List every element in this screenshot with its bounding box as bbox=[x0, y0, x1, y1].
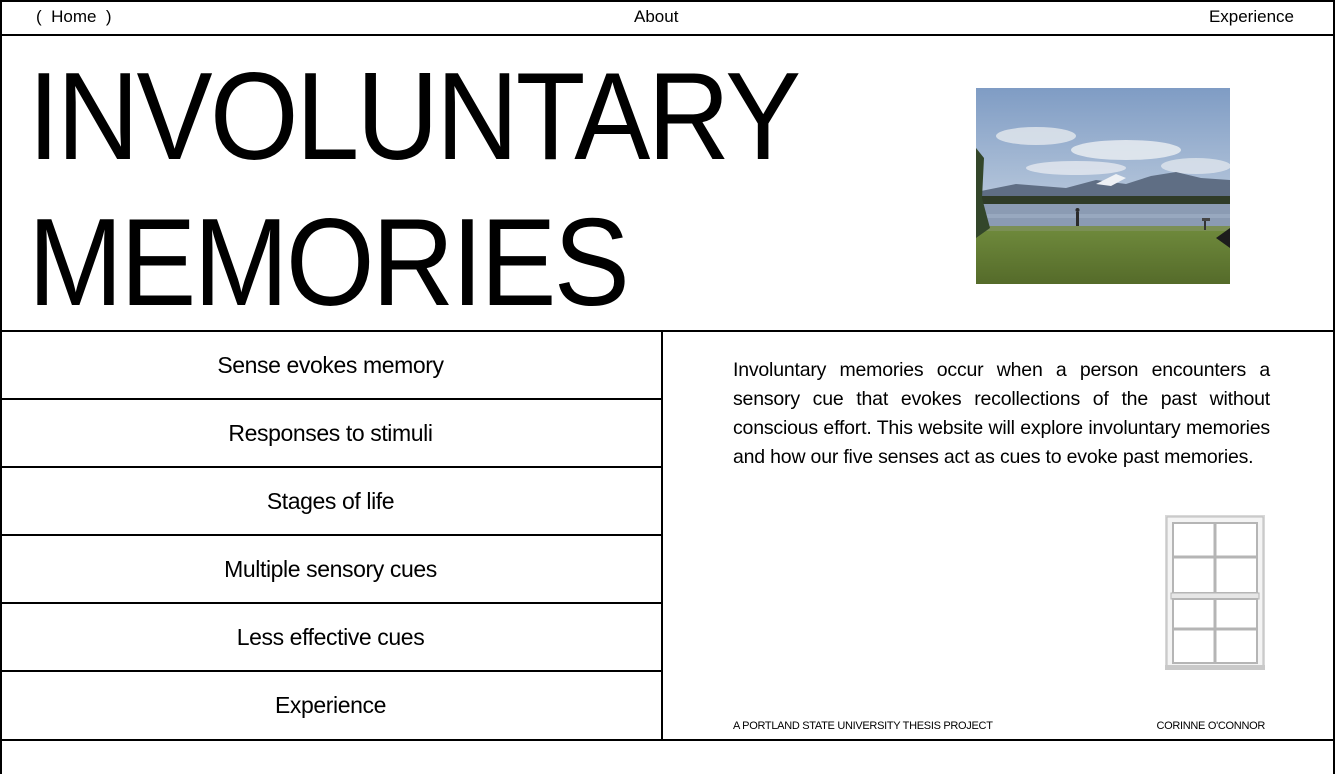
menu-item-stages-of-life[interactable]: Stages of life bbox=[0, 468, 661, 536]
page-title bbox=[28, 44, 798, 336]
section-menu bbox=[0, 332, 663, 741]
thesis-credit: A PORTLAND STATE UNIVERSITY THESIS PROJECT bbox=[733, 720, 993, 732]
menu-item-experience[interactable]: Experience bbox=[0, 672, 661, 741]
footer-strip bbox=[0, 739, 1335, 774]
author-credit: CORINNE O'CONNOR bbox=[1156, 720, 1265, 732]
menu-item-responses-to-stimuli[interactable]: Responses to stimuli bbox=[0, 400, 661, 468]
menu-item-sense-evokes-memory[interactable]: Sense evokes memory bbox=[0, 332, 661, 400]
page-title-line-1: INVOLUNTARY bbox=[28, 48, 799, 186]
intro-paragraph: Involuntary memories occur when a person encounters a sensory cue that evokes recollections of the past without conscious effort. This website will explore involuntary memories and how our five senses act as cues to evoke past memories. bbox=[733, 359, 1270, 468]
menu-item-less-effective-cues[interactable]: Less effective cues bbox=[0, 604, 661, 672]
page-title-line-2: MEMORIES bbox=[28, 194, 628, 332]
hero-section bbox=[0, 36, 1335, 332]
top-navigation bbox=[0, 0, 1335, 36]
window-image bbox=[1165, 515, 1265, 670]
intro-panel bbox=[663, 332, 1335, 741]
nav-experience-link[interactable]: Experience bbox=[1208, 7, 1294, 26]
nav-about-link[interactable]: About bbox=[634, 7, 679, 26]
lake-mountain-photo bbox=[976, 88, 1230, 284]
nav-home-link[interactable]: ( Home ) bbox=[36, 7, 112, 26]
menu-item-multiple-sensory-cues[interactable]: Multiple sensory cues bbox=[0, 536, 661, 604]
